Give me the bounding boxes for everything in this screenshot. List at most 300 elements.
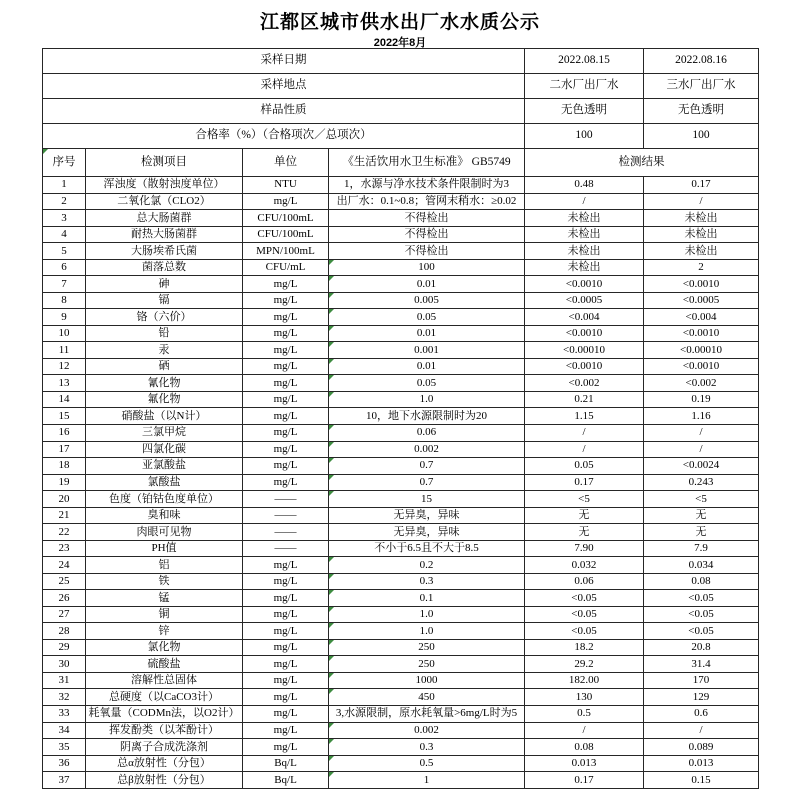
cell-index: 23 — [43, 540, 86, 557]
cell-index: 2 — [43, 193, 86, 210]
column-header-row — [43, 149, 759, 177]
cell-unit: mg/L — [243, 375, 329, 392]
cell-item: 臭和味 — [86, 507, 243, 524]
cell-unit: mg/L — [243, 325, 329, 342]
cell-item: 阴离子合成洗涤剂 — [86, 739, 243, 756]
cell-standard: 1.0 — [329, 623, 525, 640]
table-row — [43, 210, 759, 227]
cell-result-plant3: / — [644, 441, 759, 458]
cell-result-plant2: 无 — [525, 507, 644, 524]
water-quality-table — [42, 48, 759, 789]
cell-unit: mg/L — [243, 623, 329, 640]
info-label: 样品性质 — [43, 99, 525, 124]
cell-standard: 250 — [329, 656, 525, 673]
cell-standard: 0.002 — [329, 722, 525, 739]
excel-flag-triangle-icon — [329, 689, 334, 694]
excel-flag-triangle-icon — [329, 590, 334, 595]
cell-index: 35 — [43, 739, 86, 756]
cell-unit: mg/L — [243, 606, 329, 623]
cell-item: 亚氯酸盐 — [86, 458, 243, 475]
excel-flag-triangle-icon — [329, 739, 334, 744]
table-row — [43, 491, 759, 508]
cell-result-plant2: 130 — [525, 689, 644, 706]
excel-flag-triangle-icon — [329, 359, 334, 364]
cell-result-plant3: 0.6 — [644, 706, 759, 723]
cell-result-plant3: 未检出 — [644, 243, 759, 260]
cell-standard: 不得检出 — [329, 243, 525, 260]
cell-unit: CFU/mL — [243, 259, 329, 276]
table-row — [43, 606, 759, 623]
cell-unit: mg/L — [243, 342, 329, 359]
cell-result-plant2: 29.2 — [525, 656, 644, 673]
cell-index: 20 — [43, 491, 86, 508]
cell-standard: 0.7 — [329, 474, 525, 491]
cell-result-plant3: 129 — [644, 689, 759, 706]
table-row — [43, 639, 759, 656]
cell-standard: 0.7 — [329, 458, 525, 475]
cell-item: 三氯甲烷 — [86, 424, 243, 441]
info-value-plant2: 二水厂出厂水 — [525, 74, 644, 99]
cell-result-plant2: 0.08 — [525, 739, 644, 756]
cell-standard: 1.0 — [329, 606, 525, 623]
info-value-plant3: 2022.08.16 — [644, 49, 759, 74]
cell-item: 氯酸盐 — [86, 474, 243, 491]
table-row — [43, 243, 759, 260]
cell-result-plant3: 无 — [644, 507, 759, 524]
cell-result-plant3: <0.00010 — [644, 342, 759, 359]
cell-result-plant2: <0.0005 — [525, 292, 644, 309]
cell-item: 铬（六价） — [86, 309, 243, 326]
table-row — [43, 391, 759, 408]
excel-flag-triangle-icon — [329, 260, 334, 265]
cell-result-plant3: 0.089 — [644, 739, 759, 756]
cell-index: 33 — [43, 706, 86, 723]
cell-item: 氯化物 — [86, 639, 243, 656]
cell-item: 铝 — [86, 557, 243, 574]
cell-item: 铜 — [86, 606, 243, 623]
cell-result-plant3: <0.0010 — [644, 325, 759, 342]
info-label: 合格率（%）（合格项次／总项次） — [43, 124, 525, 149]
cell-item: 耗氧量（CODMn法，以O2计） — [86, 706, 243, 723]
cell-standard: 不得检出 — [329, 210, 525, 227]
table-row — [43, 590, 759, 607]
cell-standard: 10，地下水源限制时为20 — [329, 408, 525, 425]
cell-result-plant2: 0.17 — [525, 772, 644, 789]
excel-flag-triangle-icon — [329, 342, 334, 347]
cell-standard: 0.01 — [329, 276, 525, 293]
cell-standard: 0.3 — [329, 573, 525, 590]
excel-flag-triangle-icon — [329, 276, 334, 281]
cell-index: 3 — [43, 210, 86, 227]
cell-result-plant3: 0.08 — [644, 573, 759, 590]
cell-item: 总α放射性（分包） — [86, 755, 243, 772]
cell-result-plant2: <0.0010 — [525, 325, 644, 342]
cell-index: 36 — [43, 755, 86, 772]
cell-standard: 0.01 — [329, 358, 525, 375]
table-row — [43, 325, 759, 342]
table-row — [43, 474, 759, 491]
excel-flag-triangle-icon — [329, 607, 334, 612]
info-value-plant2: 无色透明 — [525, 99, 644, 124]
cell-index: 31 — [43, 672, 86, 689]
cell-standard: 250 — [329, 639, 525, 656]
cell-result-plant2: 无 — [525, 524, 644, 541]
excel-flag-triangle-icon — [329, 673, 334, 678]
cell-index: 8 — [43, 292, 86, 309]
column-header-item: 检测项目 — [86, 149, 243, 177]
cell-result-plant3: 0.19 — [644, 391, 759, 408]
cell-result-plant2: / — [525, 424, 644, 441]
info-row — [43, 99, 759, 124]
cell-result-plant2: 未检出 — [525, 210, 644, 227]
cell-unit: mg/L — [243, 689, 329, 706]
cell-item: 菌落总数 — [86, 259, 243, 276]
cell-unit: mg/L — [243, 391, 329, 408]
cell-standard: 出厂水：0.1~0.8；管网末稍水：≥0.02 — [329, 193, 525, 210]
cell-item: 汞 — [86, 342, 243, 359]
cell-result-plant2: 0.17 — [525, 474, 644, 491]
cell-item: 溶解性总固体 — [86, 672, 243, 689]
cell-unit: mg/L — [243, 590, 329, 607]
cell-item: 总大肠菌群 — [86, 210, 243, 227]
cell-result-plant3: 0.013 — [644, 755, 759, 772]
column-header-standard: 《生活饮用水卫生标准》 GB5749 — [329, 149, 525, 177]
cell-standard: 0.05 — [329, 375, 525, 392]
cell-unit: mg/L — [243, 193, 329, 210]
table-row — [43, 755, 759, 772]
cell-result-plant3: 170 — [644, 672, 759, 689]
info-value-plant2: 2022.08.15 — [525, 49, 644, 74]
cell-result-plant3: 7.9 — [644, 540, 759, 557]
excel-flag-triangle-icon — [329, 392, 334, 397]
excel-flag-triangle-icon — [329, 326, 334, 331]
cell-index: 27 — [43, 606, 86, 623]
column-header-result: 检测结果 — [525, 149, 759, 177]
cell-item: 硫酸盐 — [86, 656, 243, 673]
excel-flag-triangle-icon — [329, 309, 334, 314]
table-row — [43, 292, 759, 309]
cell-result-plant2: 1.15 — [525, 408, 644, 425]
table-row — [43, 226, 759, 243]
cell-result-plant3: <0.002 — [644, 375, 759, 392]
excel-flag-triangle-icon — [329, 656, 334, 661]
cell-result-plant3: <0.004 — [644, 309, 759, 326]
table-row — [43, 540, 759, 557]
excel-flag-triangle-icon — [329, 772, 334, 777]
cell-unit: mg/L — [243, 639, 329, 656]
table-row — [43, 573, 759, 590]
table-row — [43, 557, 759, 574]
cell-index: 7 — [43, 276, 86, 293]
cell-index: 17 — [43, 441, 86, 458]
cell-result-plant3: <0.0005 — [644, 292, 759, 309]
cell-result-plant2: <0.05 — [525, 606, 644, 623]
cell-unit: Bq/L — [243, 772, 329, 789]
excel-flag-triangle-icon — [329, 756, 334, 761]
cell-result-plant3: <0.05 — [644, 623, 759, 640]
table-row — [43, 177, 759, 194]
cell-item: 二氧化氯（CLO2） — [86, 193, 243, 210]
cell-result-plant2: <0.00010 — [525, 342, 644, 359]
cell-unit: mg/L — [243, 276, 329, 293]
cell-index: 37 — [43, 772, 86, 789]
cell-result-plant3: 0.15 — [644, 772, 759, 789]
table-row — [43, 507, 759, 524]
cell-result-plant2: <0.05 — [525, 590, 644, 607]
cell-index: 10 — [43, 325, 86, 342]
cell-result-plant3: / — [644, 193, 759, 210]
cell-standard: 不小于6.5且不大于8.5 — [329, 540, 525, 557]
cell-result-plant2: 0.032 — [525, 557, 644, 574]
cell-index: 5 — [43, 243, 86, 260]
cell-result-plant2: <0.05 — [525, 623, 644, 640]
cell-standard: 0.002 — [329, 441, 525, 458]
cell-unit: mg/L — [243, 573, 329, 590]
cell-unit: mg/L — [243, 722, 329, 739]
cell-index: 26 — [43, 590, 86, 607]
excel-flag-triangle-icon — [43, 149, 48, 154]
cell-item: 锌 — [86, 623, 243, 640]
cell-result-plant2: 0.013 — [525, 755, 644, 772]
cell-result-plant2: 0.48 — [525, 177, 644, 194]
cell-item: 四氯化碳 — [86, 441, 243, 458]
cell-index: 34 — [43, 722, 86, 739]
table-row — [43, 259, 759, 276]
cell-result-plant3: <0.0010 — [644, 358, 759, 375]
cell-item: 总硬度（以CaCO3计） — [86, 689, 243, 706]
cell-index: 1 — [43, 177, 86, 194]
cell-unit: Bq/L — [243, 755, 329, 772]
cell-index: 19 — [43, 474, 86, 491]
cell-item: 氰化物 — [86, 375, 243, 392]
table-row — [43, 458, 759, 475]
cell-item: 硒 — [86, 358, 243, 375]
cell-item: 浑浊度（散射浊度单位） — [86, 177, 243, 194]
cell-standard: 0.3 — [329, 739, 525, 756]
cell-result-plant3: 0.17 — [644, 177, 759, 194]
cell-result-plant3: <0.0010 — [644, 276, 759, 293]
cell-unit: —— — [243, 507, 329, 524]
column-header-index: 序号 — [43, 149, 86, 177]
cell-item: 氟化物 — [86, 391, 243, 408]
cell-item: 铅 — [86, 325, 243, 342]
cell-result-plant2: 18.2 — [525, 639, 644, 656]
cell-standard: 0.06 — [329, 424, 525, 441]
cell-standard: 无异臭，异味 — [329, 524, 525, 541]
table-row — [43, 309, 759, 326]
water-quality-table-body — [43, 49, 759, 789]
cell-index: 9 — [43, 309, 86, 326]
cell-result-plant3: 0.243 — [644, 474, 759, 491]
cell-standard: 1.0 — [329, 391, 525, 408]
cell-item: 挥发酚类（以苯酚计） — [86, 722, 243, 739]
cell-result-plant3: 未检出 — [644, 226, 759, 243]
cell-unit: —— — [243, 540, 329, 557]
cell-item: 总β放射性（分包） — [86, 772, 243, 789]
cell-result-plant3: 2 — [644, 259, 759, 276]
cell-index: 4 — [43, 226, 86, 243]
cell-result-plant2: 未检出 — [525, 259, 644, 276]
cell-result-plant2: <0.0010 — [525, 276, 644, 293]
cell-unit: mg/L — [243, 408, 329, 425]
cell-result-plant2: <0.0010 — [525, 358, 644, 375]
cell-standard: 0.05 — [329, 309, 525, 326]
table-row — [43, 276, 759, 293]
cell-item: 镉 — [86, 292, 243, 309]
excel-flag-triangle-icon — [329, 574, 334, 579]
cell-result-plant2: <0.004 — [525, 309, 644, 326]
cell-result-plant3: 20.8 — [644, 639, 759, 656]
cell-result-plant2: 182.00 — [525, 672, 644, 689]
cell-standard: 100 — [329, 259, 525, 276]
cell-standard: 不得检出 — [329, 226, 525, 243]
info-row — [43, 74, 759, 99]
cell-result-plant3: <0.05 — [644, 606, 759, 623]
cell-index: 24 — [43, 557, 86, 574]
cell-result-plant3: / — [644, 722, 759, 739]
excel-flag-triangle-icon — [329, 723, 334, 728]
cell-result-plant3: <0.0024 — [644, 458, 759, 475]
cell-standard: 0.1 — [329, 590, 525, 607]
table-row — [43, 689, 759, 706]
table-row — [43, 706, 759, 723]
cell-unit: MPN/100mL — [243, 243, 329, 260]
table-row — [43, 524, 759, 541]
table-row — [43, 375, 759, 392]
cell-index: 12 — [43, 358, 86, 375]
cell-standard: 0.005 — [329, 292, 525, 309]
table-row — [43, 656, 759, 673]
table-row — [43, 623, 759, 640]
excel-flag-triangle-icon — [329, 293, 334, 298]
cell-standard: 1，水源与净水技术条件限制时为3 — [329, 177, 525, 194]
table-row — [43, 739, 759, 756]
info-label: 采样地点 — [43, 74, 525, 99]
info-row — [43, 124, 759, 149]
cell-unit: mg/L — [243, 309, 329, 326]
cell-index: 28 — [43, 623, 86, 640]
cell-standard: 无异臭，异味 — [329, 507, 525, 524]
cell-unit: mg/L — [243, 474, 329, 491]
cell-standard: 1000 — [329, 672, 525, 689]
info-value-plant2: 100 — [525, 124, 644, 149]
cell-item: 硝酸盐（以N计） — [86, 408, 243, 425]
table-row — [43, 424, 759, 441]
cell-result-plant2: / — [525, 441, 644, 458]
table-row — [43, 358, 759, 375]
cell-standard: 0.001 — [329, 342, 525, 359]
cell-standard: 450 — [329, 689, 525, 706]
cell-index: 13 — [43, 375, 86, 392]
cell-index: 18 — [43, 458, 86, 475]
column-header-unit: 单位 — [243, 149, 329, 177]
excel-flag-triangle-icon — [329, 623, 334, 628]
excel-flag-triangle-icon — [329, 375, 334, 380]
info-row — [43, 49, 759, 74]
info-value-plant3: 100 — [644, 124, 759, 149]
cell-unit: CFU/100mL — [243, 226, 329, 243]
cell-standard: 3,水源限制，原水耗氧量>6mg/L时为5 — [329, 706, 525, 723]
cell-unit: mg/L — [243, 706, 329, 723]
excel-flag-triangle-icon — [329, 475, 334, 480]
cell-item: 耐热大肠菌群 — [86, 226, 243, 243]
cell-standard: 0.01 — [329, 325, 525, 342]
cell-result-plant2: 未检出 — [525, 226, 644, 243]
excel-flag-triangle-icon — [329, 442, 334, 447]
excel-flag-triangle-icon — [329, 425, 334, 430]
info-value-plant3: 三水厂出厂水 — [644, 74, 759, 99]
info-value-plant3: 无色透明 — [644, 99, 759, 124]
cell-result-plant3: <0.05 — [644, 590, 759, 607]
cell-index: 21 — [43, 507, 86, 524]
cell-result-plant2: 7.90 — [525, 540, 644, 557]
cell-result-plant3: 0.034 — [644, 557, 759, 574]
cell-result-plant3: / — [644, 424, 759, 441]
table-row — [43, 722, 759, 739]
cell-item: 砷 — [86, 276, 243, 293]
cell-result-plant3: 无 — [644, 524, 759, 541]
cell-unit: NTU — [243, 177, 329, 194]
cell-index: 32 — [43, 689, 86, 706]
cell-index: 29 — [43, 639, 86, 656]
cell-index: 11 — [43, 342, 86, 359]
table-row — [43, 408, 759, 425]
cell-standard: 0.5 — [329, 755, 525, 772]
cell-unit: mg/L — [243, 739, 329, 756]
cell-unit: mg/L — [243, 557, 329, 574]
excel-flag-triangle-icon — [329, 557, 334, 562]
cell-item: 大肠埃希氏菌 — [86, 243, 243, 260]
cell-result-plant2: <5 — [525, 491, 644, 508]
cell-unit: mg/L — [243, 424, 329, 441]
cell-unit: mg/L — [243, 292, 329, 309]
cell-index: 15 — [43, 408, 86, 425]
cell-unit: mg/L — [243, 441, 329, 458]
cell-item: 锰 — [86, 590, 243, 607]
cell-result-plant3: 1.16 — [644, 408, 759, 425]
cell-unit: mg/L — [243, 672, 329, 689]
cell-index: 30 — [43, 656, 86, 673]
table-row — [43, 342, 759, 359]
cell-item: PH值 — [86, 540, 243, 557]
cell-result-plant2: / — [525, 722, 644, 739]
cell-item: 肉眼可见物 — [86, 524, 243, 541]
page-title: 江都区城市供水出厂水水质公示 — [259, 12, 540, 33]
cell-result-plant3: 31.4 — [644, 656, 759, 673]
cell-item: 铁 — [86, 573, 243, 590]
cell-unit: CFU/100mL — [243, 210, 329, 227]
cell-result-plant2: / — [525, 193, 644, 210]
excel-flag-triangle-icon — [329, 458, 334, 463]
cell-unit: mg/L — [243, 458, 329, 475]
excel-flag-triangle-icon — [329, 640, 334, 645]
cell-item: 色度（铂钴色度单位） — [86, 491, 243, 508]
cell-result-plant2: 0.21 — [525, 391, 644, 408]
cell-index: 22 — [43, 524, 86, 541]
cell-index: 25 — [43, 573, 86, 590]
page-subtitle: 2022年8月 — [373, 37, 427, 49]
table-row — [43, 441, 759, 458]
cell-result-plant2: 0.05 — [525, 458, 644, 475]
table-row — [43, 672, 759, 689]
cell-standard: 15 — [329, 491, 525, 508]
cell-standard: 1 — [329, 772, 525, 789]
cell-standard: 0.2 — [329, 557, 525, 574]
cell-index: 16 — [43, 424, 86, 441]
cell-result-plant2: 未检出 — [525, 243, 644, 260]
cell-unit: mg/L — [243, 358, 329, 375]
cell-result-plant2: <0.002 — [525, 375, 644, 392]
